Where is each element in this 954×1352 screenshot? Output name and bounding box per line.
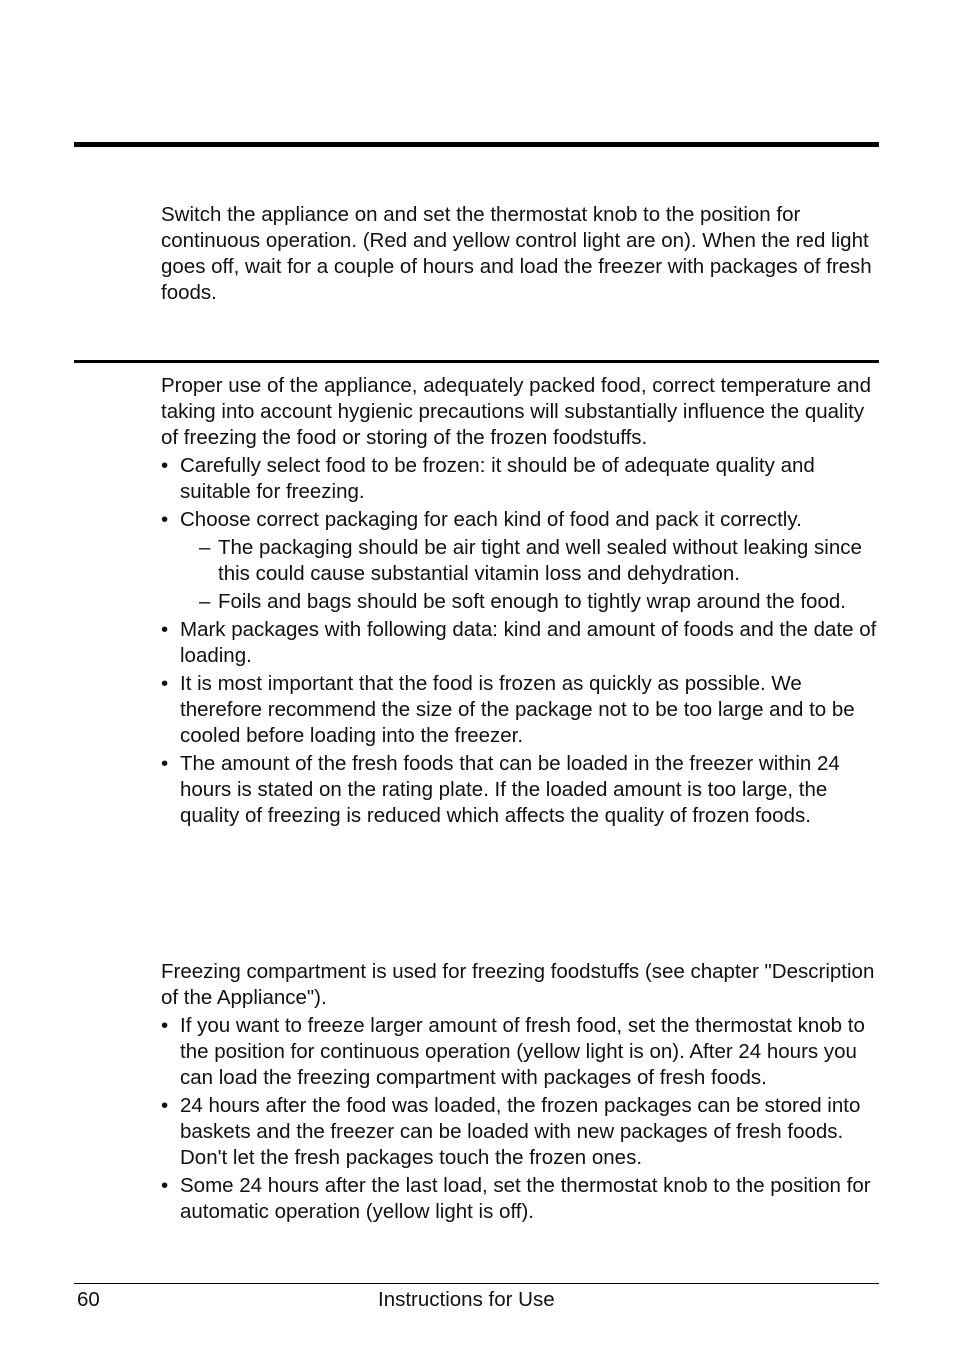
list-item: • Mark packages with following data: kind and amount of foods and the date of loading. [161,618,877,667]
bullet-icon: • [161,618,169,641]
bullet-icon: • [161,752,169,775]
list-item: • If you want to freeze larger amount of fresh food, set the thermostat knob to the position for continuous operation (yellow light is on). After 24 hours you can load the freezing compartment with packages of fresh foods. [161,1014,865,1089]
bullet-icon: • [161,1094,169,1117]
switch-on-paragraph: Switch the appliance on and set the thermostat knob to the position for continuous operation. (Red and yellow control light are on). When the red light goes off, wait for a couple of hours and load the freezer with packages of fresh foods. [161,203,872,304]
tips-list [161,453,881,829]
list-item: • Carefully select food to be frozen: it should be of adequate quality and suitable for freezing. [161,454,815,503]
list-item: • 24 hours after the food was loaded, the frozen packages can be stored into baskets and the freezer can be loaded with new packages of fresh foods. Don't let the fresh packages touch the frozen ones. [161,1094,861,1169]
dash-icon: – [199,536,211,559]
list-item: • The amount of the fresh foods that can be loaded in the freezer within 24 hours is stated on the rating plate. If the loaded amount is too large, the quality of freezing is reduced which affects the quality of frozen foods. [161,752,840,827]
bullet-icon: • [161,1014,169,1037]
section-divider-top [74,142,879,147]
bullet-icon: • [161,454,169,477]
page-number: 60 [77,1288,100,1311]
section-divider-middle [74,360,879,363]
bullet-icon: • [161,508,169,531]
section-freezing-compartment [161,959,881,1225]
compartment-list [161,1013,881,1225]
compartment-intro: Freezing compartment is used for freezing foodstuffs (see chapter "Description of the Appliance"). [161,960,875,1009]
sub-list-item: – The packaging should be air tight and well sealed without leaking since this could cause substantial vitamin loss and dehydration. [199,536,862,585]
section-switch-on [161,202,881,306]
footer-divider [74,1283,879,1284]
list-item: • Choose correct packaging for each kind of food and pack it correctly. – The packaging should be air tight and well sealed without leaking since this could cause substantial vitamin loss and dehydration. – Foils and bags should be soft enough to tightly wrap around the food. [161,507,881,615]
dash-icon: – [199,590,211,613]
sub-list-item: – Foils and bags should be soft enough to tightly wrap around the food. [199,590,846,613]
packaging-sublist [180,535,881,615]
tips-intro: Proper use of the appliance, adequately packed food, correct temperature and taking into account hygienic precautions will substantially influence the quality of freezing the food or storing of the frozen foodstuffs. [161,374,871,449]
section-freezing-tips [161,373,881,829]
bullet-icon: • [161,1174,169,1197]
bullet-icon: • [161,672,169,695]
footer-title: Instructions for Use [378,1288,555,1311]
list-item: • It is most important that the food is frozen as quickly as possible. We therefore recommend the size of the package not to be too large and to be cooled before loading into the freezer. [161,672,855,747]
list-item: • Some 24 hours after the last load, set the thermostat knob to the position for automatic operation (yellow light is off). [161,1174,871,1223]
